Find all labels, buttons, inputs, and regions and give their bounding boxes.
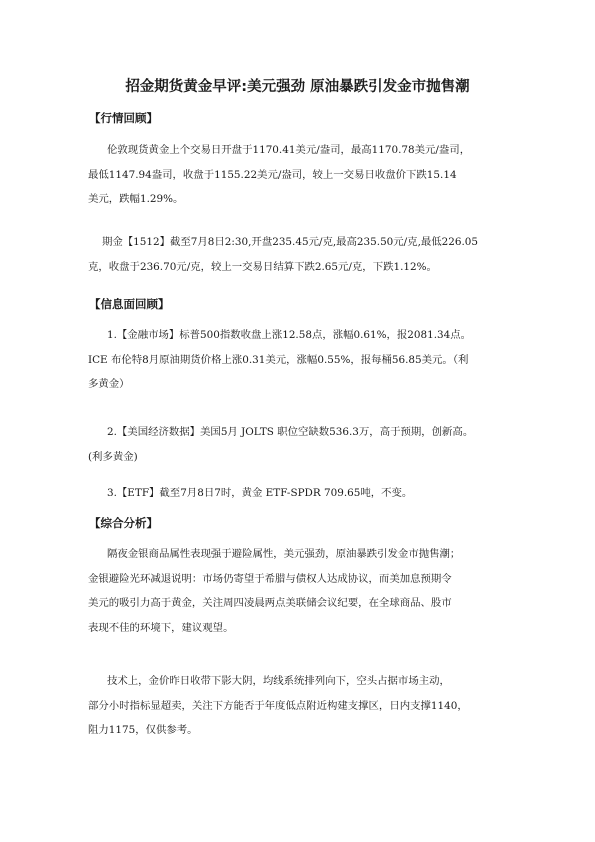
paragraph-etf: [88, 481, 520, 506]
paragraph-line: 隔夜金银商品属性表现强于避险属性，美元强劲，原油暴跌引发金市抛售潮；: [107, 548, 461, 560]
paragraph-line: 部分小时指标显超卖，关注下方能否于年度低点附近构建支撑区，日内支撑1140，: [88, 699, 468, 712]
paragraph-line: 3.【ETF】截至7月8日7时，黄金 ETF-SPDR 709.65吨，不变。: [107, 487, 413, 499]
paragraph-line: 2.【美国经济数据】美国5月 JOLTS 职位空缺数536.3万，高于预期，创新高。: [107, 426, 474, 438]
section-heading-comprehensive-analysis: 【综合分析】: [89, 516, 158, 530]
paragraph-london-spot-gold: [88, 138, 520, 212]
paragraph-line: 金银避险光环减退说明：市场仍寄望于希腊与债权人达成协议，而美加息预期令: [88, 572, 452, 585]
paragraph-analysis-fundamentals: [88, 542, 520, 640]
paragraph-analysis-technical: [88, 669, 520, 743]
paragraph-line: 多黄金）: [88, 378, 130, 390]
paragraph-line: 美元的吸引力高于黄金，关注周四凌晨两点美联储会议纪要，在全球商品、股市: [88, 597, 452, 609]
paragraph-line: 阻力1175，仅供参考。: [88, 724, 198, 736]
paragraph-line: 最低1147.94盎司，收盘于1155.22美元/盎司，较上一交易日收盘价下跌15.14: [88, 168, 457, 181]
paragraph-gold-futures-1512: [88, 230, 520, 279]
paragraph-line: ICE 布伦特8月原油期货价格上涨0.31美元，涨幅0.55%，报每桶56.85美元。（利: [88, 353, 469, 366]
paragraph-line: 1.【金融市场】标普500指数收盘上涨12.58点，涨幅0.61%，报2081.34点。: [107, 329, 472, 341]
paragraph-line: 克，收盘于236.70元/克，较上一交易日结算下跌2.65元/克，下跌1.12%。: [88, 260, 437, 273]
paragraph-line: 伦敦现货黄金上个交易日开盘于1170.41美元/盎司，最高1170.78美元/盎司，: [107, 144, 471, 156]
paragraph-financial-markets: [88, 323, 520, 397]
paragraph-line: 表现不佳的环境下，建议观望。: [88, 621, 234, 634]
paragraph-us-economic-data: [88, 420, 520, 469]
paragraph-line: 期金【1512】截至7月8日2:30,开盘235.45元/克,最高235.50元/克,最低226.05: [102, 236, 479, 248]
document-title: 招金期货黄金早评:美元强劲 原油暴跌引发金市抛售潮: [125, 79, 470, 95]
paragraph-line: 美元，跌幅1.29%。: [88, 193, 184, 205]
paragraph-line: 技术上，金价昨日收带下影大阴，均线系统排列向下，空头占据市场主动，: [107, 675, 450, 687]
paragraph-line: (利多黄金): [88, 450, 138, 463]
section-heading-news-review: 【信息面回顾】: [89, 297, 170, 311]
section-heading-market-review: 【行情回顾】: [89, 111, 158, 125]
